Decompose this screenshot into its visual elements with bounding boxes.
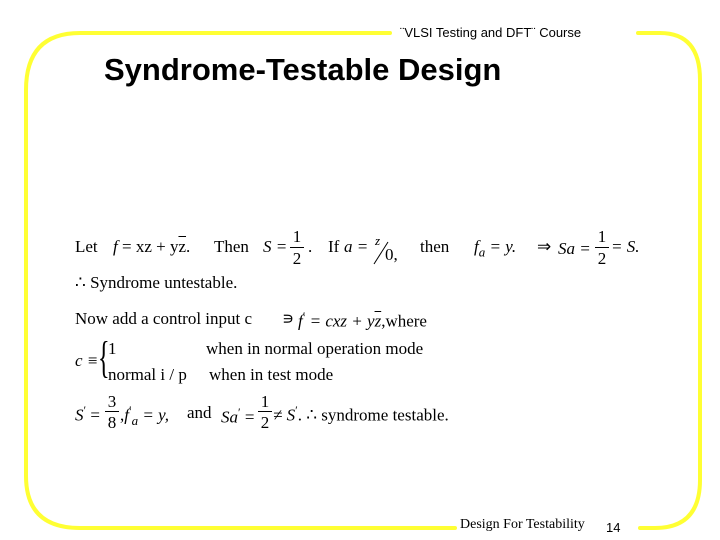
line1-frac-bar	[290, 247, 304, 248]
line5-frac2-bar	[258, 411, 272, 412]
line5-frac-bar	[105, 411, 119, 412]
line4-c-equiv: c ≡	[75, 351, 99, 370]
course-header: ¨VLSI Testing and DFT¨ Course	[400, 25, 582, 40]
line4-case1-val: 1	[108, 339, 117, 358]
line1-frac2-den: 2	[597, 249, 607, 268]
line1-frac-den: 2	[292, 249, 302, 268]
line1-S-eq: S =	[263, 237, 288, 256]
line1-zero: 0,	[385, 245, 398, 264]
line1-eqS: = S.	[611, 237, 640, 256]
line4-brace: {	[98, 333, 110, 382]
line3-expr: f′ = cxz + $y\overline{z},where$	[298, 309, 427, 331]
line1-a-eq: a =	[344, 237, 369, 256]
line1-frac2-bar	[595, 247, 609, 248]
line5-S-prime: S′ =	[75, 403, 100, 425]
line5-neq: ≠ S′. ∴ syndrome testable.	[273, 403, 449, 425]
line5-frac-num: 3	[107, 392, 117, 411]
line1-then: Then	[214, 237, 249, 256]
slide-title: Syndrome-Testable Design	[104, 52, 502, 87]
line5-Sa: Sa′ =	[221, 405, 255, 427]
line1-implies: ⇒	[537, 237, 552, 256]
line1-let: Let	[75, 237, 98, 256]
line1-frac-num: 1	[292, 227, 302, 246]
line4-case1-desc: when in normal operation mode	[206, 339, 424, 358]
line1-then2: then	[420, 237, 450, 256]
line1-fa: $f_a = y$.	[474, 237, 517, 260]
line1-if: If	[328, 237, 340, 256]
page-number: 14	[606, 520, 621, 535]
line3-text: Now add a control input c	[75, 309, 253, 328]
line2-untestable: ∴ Syndrome untestable.	[75, 273, 238, 292]
footer-label: Design For Testability	[460, 517, 585, 532]
line5-frac2-num: 1	[260, 392, 270, 411]
line3-arrow: ∍	[282, 309, 295, 328]
line1-Sa: Sa =	[558, 239, 591, 258]
frame-top-right	[638, 33, 700, 528]
line4-case2-val: normal i / p	[108, 365, 187, 384]
line1-frac2-num: 1	[597, 227, 607, 246]
line4-case2-desc: when in test mode	[209, 365, 334, 384]
line5-frac-den: 8	[107, 413, 117, 432]
line5-f-prime: $,f'_a = y$,	[120, 403, 169, 429]
line1-z-over: z	[375, 233, 381, 248]
line1-period: .	[308, 237, 313, 256]
line5-frac2-den: 2	[260, 413, 270, 432]
line5-and: and	[187, 403, 212, 422]
line1-f-expr: f = xz + $y\overline{z}$.	[113, 237, 191, 256]
